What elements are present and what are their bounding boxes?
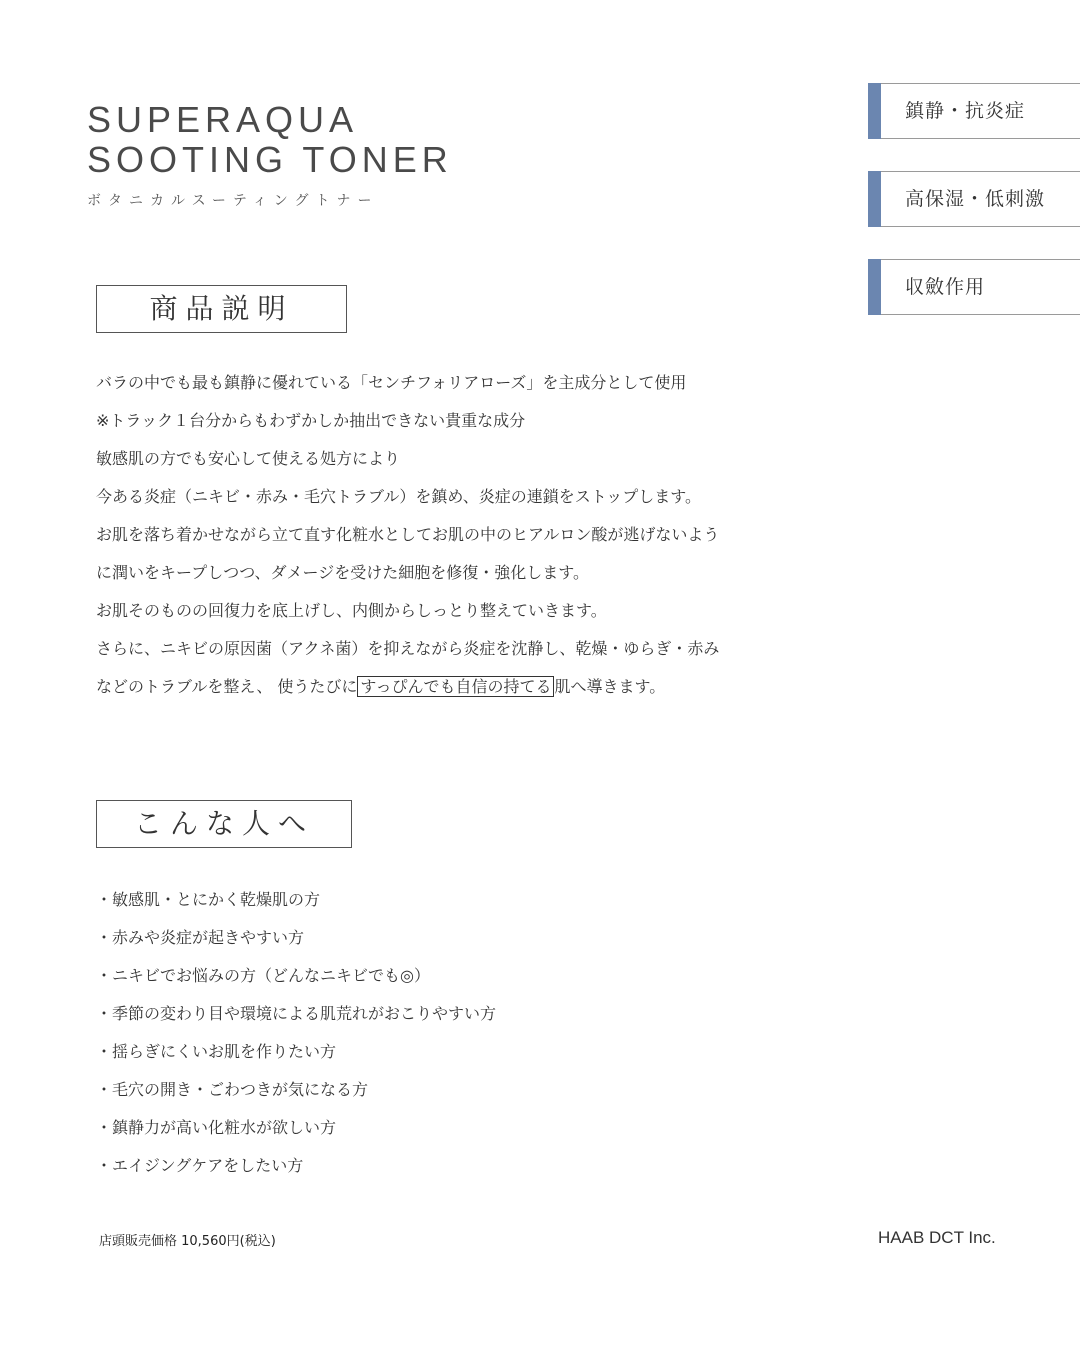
tag-label: 収斂作用 xyxy=(905,276,986,298)
product-subtitle: ボタニカルスーティングトナー xyxy=(87,193,379,209)
list-item: ・季節の変わり目や環境による肌荒れがおこりやすい方 xyxy=(96,1004,497,1023)
feature-tag-astringent xyxy=(868,259,1080,315)
price-text: 店頭販売価格 10,560円(税込) xyxy=(99,1234,276,1249)
tag-accent-bar xyxy=(868,83,881,139)
description-line-last xyxy=(96,668,816,706)
tag-accent-bar xyxy=(868,259,881,315)
list-item: ・ニキビでお悩みの方（どんなニキビでも◎） xyxy=(96,966,430,985)
description-line: 敏感肌の方でも安心して使える処方により xyxy=(96,449,401,468)
description-heading: 商品説明 xyxy=(96,285,347,333)
list-item: ・毛穴の開き・ごわつきが気になる方 xyxy=(96,1080,369,1099)
description-line: お肌を落ち着かせながら立て直す化粧水としてお肌の中のヒアルロン酸が逃げないよう xyxy=(96,525,720,544)
description-line: お肌そのものの回復力を底上げし、内側からしっとり整えていきます。 xyxy=(96,601,607,620)
description-last-post: 肌へ導きます。 xyxy=(554,677,666,696)
list-item: ・揺らぎにくいお肌を作りたい方 xyxy=(96,1042,337,1061)
company-name: HAAB DCT Inc. xyxy=(878,1228,996,1247)
target-list xyxy=(96,881,496,1185)
feature-tag-soothing xyxy=(868,83,1080,139)
description-line: に潤いをキープしつつ、ダメージを受けた細胞を修復・強化します。 xyxy=(96,563,589,582)
list-item: ・敏感肌・とにかく乾燥肌の方 xyxy=(96,890,321,909)
highlight-phrase: すっぴんでも自信の持てる xyxy=(357,676,554,697)
list-item: ・赤みや炎症が起きやすい方 xyxy=(96,928,305,947)
description-line: ※トラック１台分からもわずかしか抽出できない貴重な成分 xyxy=(96,411,526,430)
list-item: ・鎮静力が高い化粧水が欲しい方 xyxy=(96,1118,337,1137)
description-line: 今ある炎症（ニキビ・赤み・毛穴トラブル）を鎮め、炎症の連鎖をストップします。 xyxy=(96,487,701,506)
description-line: バラの中でも最も鎮静に優れている「センチフォリアローズ」を主成分として使用 xyxy=(96,373,687,392)
tag-label: 高保湿・低刺激 xyxy=(905,188,1046,210)
tag-label: 鎮静・抗炎症 xyxy=(905,100,1026,122)
product-title-line2: SOOTING TONER xyxy=(87,139,453,180)
target-heading: こんな人へ xyxy=(96,800,352,848)
feature-tag-moisturizing xyxy=(868,171,1080,227)
list-item: ・エイジングケアをしたい方 xyxy=(96,1156,304,1175)
tag-accent-bar xyxy=(868,171,881,227)
product-title-line1: SUPERAQUA xyxy=(87,99,359,140)
description-line: さらに、ニキビの原因菌（アクネ菌）を抑えながら炎症を沈静し、乾燥・ゆらぎ・赤み xyxy=(96,639,720,658)
description-last-pre: などのトラブルを整え、 使うたびに xyxy=(96,677,358,696)
description-text xyxy=(96,364,816,706)
